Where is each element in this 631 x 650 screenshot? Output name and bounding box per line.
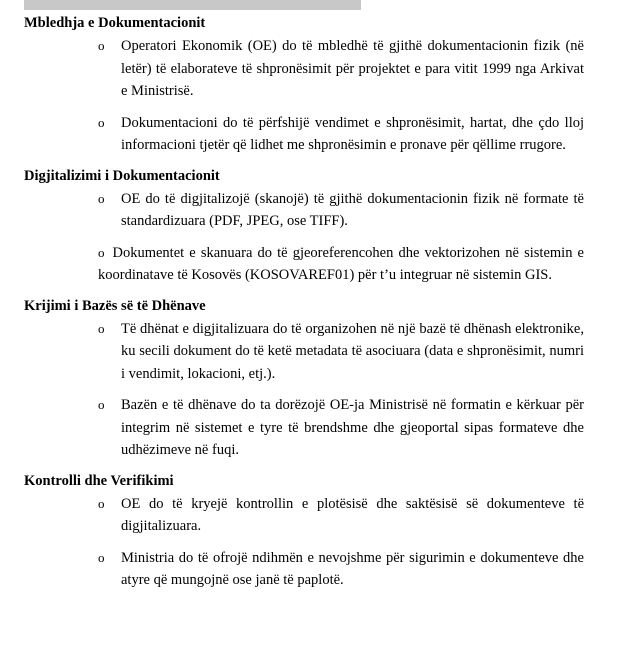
list-item-text: OE do të digjitalizojë (skanojë) të gjithë dokumentacionin fizik në formate të standardizuara (PDF, JPEG, ose TIFF). xyxy=(121,190,584,229)
list-item xyxy=(24,493,584,538)
list-item xyxy=(24,112,584,157)
section-body xyxy=(24,35,584,164)
section-heading: Mbledhja e Dokumentacionit xyxy=(24,15,206,31)
list-item-text: Bazën e të dhënave do ta dorëzojë OE-ja Ministrisë në formatin e kërkuar për integrim në sistemet e tyre të brendshme dhe gjeoportal sipas formateve dhe udhëzimeve në fuqi. xyxy=(121,397,584,458)
list-item-text: Dokumentacioni do të përfshijë vendimet e shpronësimit, hartat, dhe çdo lloj informacioni tjetër që lidhet me shpronësimin e pronave për qëllime rrugore. xyxy=(121,114,584,153)
list-item-text: Dokumentet e skanuara do të gjeoreferencohen dhe vektorizohen në sistemin e koordinatave të Kosovës (KOSOVAREF01) për t’u integruar në sistemin GIS. xyxy=(98,244,584,283)
bullet-marker: o xyxy=(98,114,105,130)
section-heading: Kontrolli dhe Verifikimi xyxy=(24,472,174,489)
list-item-text: Ministria do të ofrojë ndihmën e nevojshme për sigurimin e dokumenteve dhe atyre që mungojnë ose janë të paplotë. xyxy=(121,549,584,588)
section-body xyxy=(24,493,584,599)
list-item xyxy=(98,242,584,287)
list-item xyxy=(24,35,584,103)
bullet-marker: o xyxy=(98,38,105,53)
section-heading: Digjitalizimi i Dokumentacionit xyxy=(24,167,220,184)
bullet-marker: o xyxy=(98,320,105,336)
section-body xyxy=(24,188,584,294)
list-item xyxy=(24,188,584,233)
document-body xyxy=(24,11,584,599)
list-item-text: OE do të kryejë kontrollin e plotësisë dhe saktësisë së dokumenteve të digjitalizuara. xyxy=(121,495,584,534)
bullet-marker: o xyxy=(98,190,105,206)
section-body xyxy=(24,318,584,469)
list-item xyxy=(24,394,584,462)
bullet-marker: o xyxy=(98,495,105,511)
list-item-text: Operatori Ekonomik (OE) do të mbledhë të gjithë dokumentacionin fizik (në letër) të elaborateve të shpronësimit për projektet e para vitit 1999 nga Arkivat e Ministrisë. xyxy=(121,38,584,99)
bullet-marker: o xyxy=(98,549,105,565)
list-item-text: Të dhënat e digjitalizuara do të organizohen në një bazë të dhënash elektronike, ku secili dokument do të ketë metadata të asociuara (data e shpronësimit, numri i vendimit, lokacioni, etj.). xyxy=(121,320,584,382)
top-gray-bar xyxy=(24,0,361,10)
list-item xyxy=(24,547,584,592)
bullet-marker: o xyxy=(98,244,105,260)
section-heading: Krijimi i Bazës së të Dhënave xyxy=(24,297,206,314)
bullet-marker: o xyxy=(98,397,105,412)
list-item xyxy=(24,318,584,386)
